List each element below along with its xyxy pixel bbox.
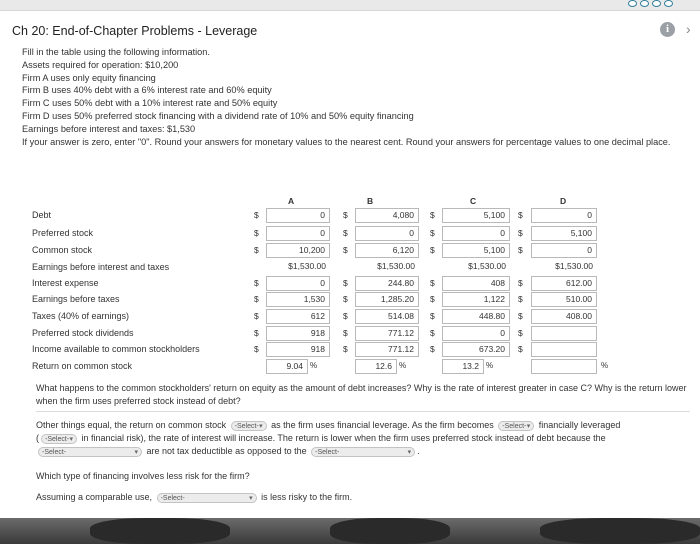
table-input[interactable]: 408.00 bbox=[531, 309, 597, 324]
select-nondeductible[interactable] bbox=[38, 447, 142, 457]
column-header: C bbox=[470, 196, 477, 206]
dollar-sign: $ bbox=[343, 278, 348, 288]
table-value: $1,530.00 bbox=[555, 261, 593, 271]
table-input[interactable]: 5,100 bbox=[531, 226, 597, 241]
select-label: -Select- bbox=[42, 448, 67, 456]
divider bbox=[36, 411, 690, 412]
dollar-sign: $ bbox=[254, 278, 259, 288]
dollar-sign: $ bbox=[518, 245, 523, 255]
select-label: -Select- bbox=[45, 435, 70, 443]
assuming-line bbox=[36, 491, 352, 504]
table-input[interactable]: 0 bbox=[531, 243, 597, 258]
answer-paragraph bbox=[36, 419, 620, 432]
row-label: Earnings before interest and taxes bbox=[32, 262, 170, 272]
dollar-sign: $ bbox=[430, 311, 435, 321]
dollar-sign: $ bbox=[430, 228, 435, 238]
table-input[interactable]: 0 bbox=[442, 226, 510, 241]
chevron-down-icon: ▾ bbox=[259, 422, 263, 430]
table-input[interactable]: 5,100 bbox=[442, 208, 510, 223]
dollar-sign: $ bbox=[343, 328, 348, 338]
select-leverage-degree[interactable] bbox=[498, 421, 534, 431]
select-label: -Select- bbox=[160, 494, 185, 502]
progress-circle-icon bbox=[640, 0, 649, 7]
table-input[interactable]: 4,080 bbox=[355, 208, 419, 223]
percent-sign: % bbox=[399, 361, 407, 370]
select-risk-change[interactable] bbox=[41, 434, 77, 444]
row-label: Interest expense bbox=[32, 278, 99, 288]
table-input[interactable]: 918 bbox=[266, 326, 330, 341]
row-label: Preferred stock bbox=[32, 228, 94, 238]
dollar-sign: $ bbox=[518, 328, 523, 338]
table-input[interactable]: 673.20 bbox=[442, 342, 510, 357]
table-input[interactable] bbox=[531, 359, 597, 374]
row-label: Common stock bbox=[32, 245, 93, 255]
select-label: -Select- bbox=[315, 448, 340, 456]
table-input[interactable]: 0 bbox=[266, 208, 330, 223]
table-input[interactable]: 0 bbox=[355, 226, 419, 241]
chevron-down-icon: ▾ bbox=[249, 494, 253, 502]
dollar-sign: $ bbox=[518, 210, 523, 220]
table-input[interactable]: 0 bbox=[266, 276, 330, 291]
info-icon[interactable]: i bbox=[660, 22, 675, 37]
select-label: -Select- bbox=[502, 422, 527, 430]
percent-sign: % bbox=[310, 361, 318, 370]
answer-text: Other things equal, the return on common stock bbox=[36, 420, 227, 430]
progress-circle-icon bbox=[628, 0, 637, 7]
table-input[interactable]: 771.12 bbox=[355, 342, 419, 357]
chevron-down-icon: ▾ bbox=[134, 448, 138, 456]
table-input[interactable]: 1,530 bbox=[266, 292, 330, 307]
row-label: Preferred stock dividends bbox=[32, 328, 134, 338]
dollar-sign: $ bbox=[343, 344, 348, 354]
answer-text: in financial risk), the rate of interest will increase. The return is lower when the firm uses preferred stock instead of debt because the bbox=[81, 433, 606, 443]
which-question: Which type of financing involves less risk for the firm? bbox=[36, 471, 250, 481]
percent-sign: % bbox=[601, 361, 609, 370]
dollar-sign: $ bbox=[254, 328, 259, 338]
dollar-sign: $ bbox=[518, 294, 523, 304]
table-input[interactable]: 244.80 bbox=[355, 276, 419, 291]
select-return-change[interactable] bbox=[231, 421, 267, 431]
question-text: What happens to the common stockholders' return on equity as the amount of debt increases? Why is the rate of interest greater in case C? Why is the return lower when the firm uses preferred stock instead of debt? bbox=[36, 383, 687, 406]
rounding-note: If your answer is zero, enter "0". Round your answers for monetary values to the nearest cent. Round your answers for percentage values to one decimal place. bbox=[22, 136, 671, 147]
instructions bbox=[22, 46, 682, 148]
dollar-sign: $ bbox=[343, 311, 348, 321]
progress-circle-icon bbox=[652, 0, 661, 7]
column-header: B bbox=[367, 196, 374, 206]
select-deductible[interactable] bbox=[311, 447, 415, 457]
progress-circle-icon bbox=[664, 0, 673, 7]
answer-text: are not tax deductible as opposed to the bbox=[146, 446, 307, 456]
table-input[interactable]: 612 bbox=[266, 309, 330, 324]
dollar-sign: $ bbox=[430, 294, 435, 304]
answer-text: . bbox=[417, 446, 420, 456]
chevron-down-icon: ▾ bbox=[407, 448, 412, 456]
table-input[interactable]: 5,100 bbox=[442, 243, 510, 258]
row-label: Return on common stock bbox=[32, 361, 133, 371]
column-header: D bbox=[560, 196, 567, 206]
table-input[interactable]: 514.08 bbox=[355, 309, 419, 324]
dollar-sign: $ bbox=[343, 228, 348, 238]
row-label: Income available to common stockholders bbox=[32, 344, 200, 354]
instruction-line: Firm D uses 50% preferred stock financing with a dividend rate of 10% and 50% equity financing bbox=[22, 110, 414, 121]
table-input[interactable]: 1,122 bbox=[442, 292, 510, 307]
table-input[interactable]: 10,200 bbox=[266, 243, 330, 258]
page-title: Ch 20: End-of-Chapter Problems - Leverage bbox=[12, 24, 258, 38]
table-input[interactable]: 13.2 bbox=[442, 359, 484, 374]
select-less-risky[interactable] bbox=[157, 493, 257, 503]
dollar-sign: $ bbox=[343, 294, 348, 304]
dollar-sign: $ bbox=[343, 245, 348, 255]
row-label: Taxes (40% of earnings) bbox=[32, 311, 130, 321]
instruction-line: Firm C uses 50% debt with a 10% interest rate and 50% equity bbox=[22, 98, 278, 109]
dollar-sign: $ bbox=[430, 210, 435, 220]
answer-paragraph-line2: ( -Select- ▾ in financial risk), the rate of interest will increase. The return is lower when the firm uses preferred stock instead of debt because the bbox=[36, 433, 606, 443]
dollar-sign: $ bbox=[430, 245, 435, 255]
table-input[interactable]: 918 bbox=[266, 342, 330, 357]
table-input[interactable]: 0 bbox=[442, 326, 510, 341]
dollar-sign: $ bbox=[518, 344, 523, 354]
instruction-line: Fill in the table using the following information. bbox=[22, 47, 210, 57]
table-input[interactable] bbox=[531, 342, 597, 357]
dollar-sign: $ bbox=[254, 294, 259, 304]
select-label: -Select- bbox=[234, 422, 259, 430]
table-value: $1,530.00 bbox=[288, 261, 326, 271]
chevron-right-icon[interactable]: › bbox=[686, 21, 691, 37]
instruction-line: Assets required for operation: $10,200 bbox=[22, 59, 179, 70]
chevron-down-icon: ▾ bbox=[526, 422, 531, 430]
table-input[interactable]: 1,285.20 bbox=[355, 292, 419, 307]
table-value: $1,530.00 bbox=[468, 261, 506, 271]
dollar-sign: $ bbox=[518, 311, 523, 321]
dollar-sign: $ bbox=[430, 278, 435, 288]
table-input[interactable]: 612.00 bbox=[531, 276, 597, 291]
table-input[interactable]: 9.04 bbox=[266, 359, 308, 374]
dollar-sign: $ bbox=[254, 245, 259, 255]
instruction-line: Firm B uses 40% debt with a 6% interest rate and 60% equity bbox=[22, 85, 272, 96]
table-input[interactable]: 448.80 bbox=[442, 309, 510, 324]
dollar-sign: $ bbox=[254, 210, 259, 220]
answer-paragraph-line3 bbox=[36, 445, 420, 458]
dollar-sign: $ bbox=[430, 344, 435, 354]
dollar-sign: $ bbox=[254, 228, 259, 238]
table-input[interactable]: 0 bbox=[266, 226, 330, 241]
dollar-sign: $ bbox=[254, 311, 259, 321]
dollar-sign: $ bbox=[254, 344, 259, 354]
table-input[interactable]: 6,120 bbox=[355, 243, 419, 258]
table-input[interactable] bbox=[531, 326, 597, 341]
dollar-sign: $ bbox=[518, 278, 523, 288]
table-input[interactable]: 12.6 bbox=[355, 359, 397, 374]
column-header: A bbox=[288, 196, 295, 206]
chevron-down-icon: ▾ bbox=[69, 435, 73, 443]
table-input[interactable]: 510.00 bbox=[531, 292, 597, 307]
instruction-line: Earnings before interest and taxes: $1,530 bbox=[22, 123, 196, 134]
top-toolbar bbox=[0, 0, 700, 11]
instruction-line: Firm A uses only equity financing bbox=[22, 72, 156, 83]
answer-text: as the firm uses financial leverage. As the firm becomes bbox=[271, 420, 494, 430]
row-label: Debt bbox=[32, 210, 52, 220]
table-input[interactable]: 408 bbox=[442, 276, 510, 291]
dollar-sign: $ bbox=[430, 328, 435, 338]
dollar-sign: $ bbox=[518, 228, 523, 238]
answer-text: financially leveraged bbox=[538, 420, 621, 430]
table-value: $1,530.00 bbox=[377, 261, 415, 271]
dollar-sign: $ bbox=[343, 210, 348, 220]
bottom-background bbox=[0, 518, 700, 544]
assuming-prefix: Assuming a comparable use, bbox=[36, 492, 153, 502]
assuming-suffix: is less risky to the firm. bbox=[261, 492, 353, 502]
table-input[interactable]: 0 bbox=[531, 208, 597, 223]
table-input[interactable]: 771.12 bbox=[355, 326, 419, 341]
percent-sign: % bbox=[486, 361, 494, 370]
row-label: Earnings before taxes bbox=[32, 294, 120, 304]
